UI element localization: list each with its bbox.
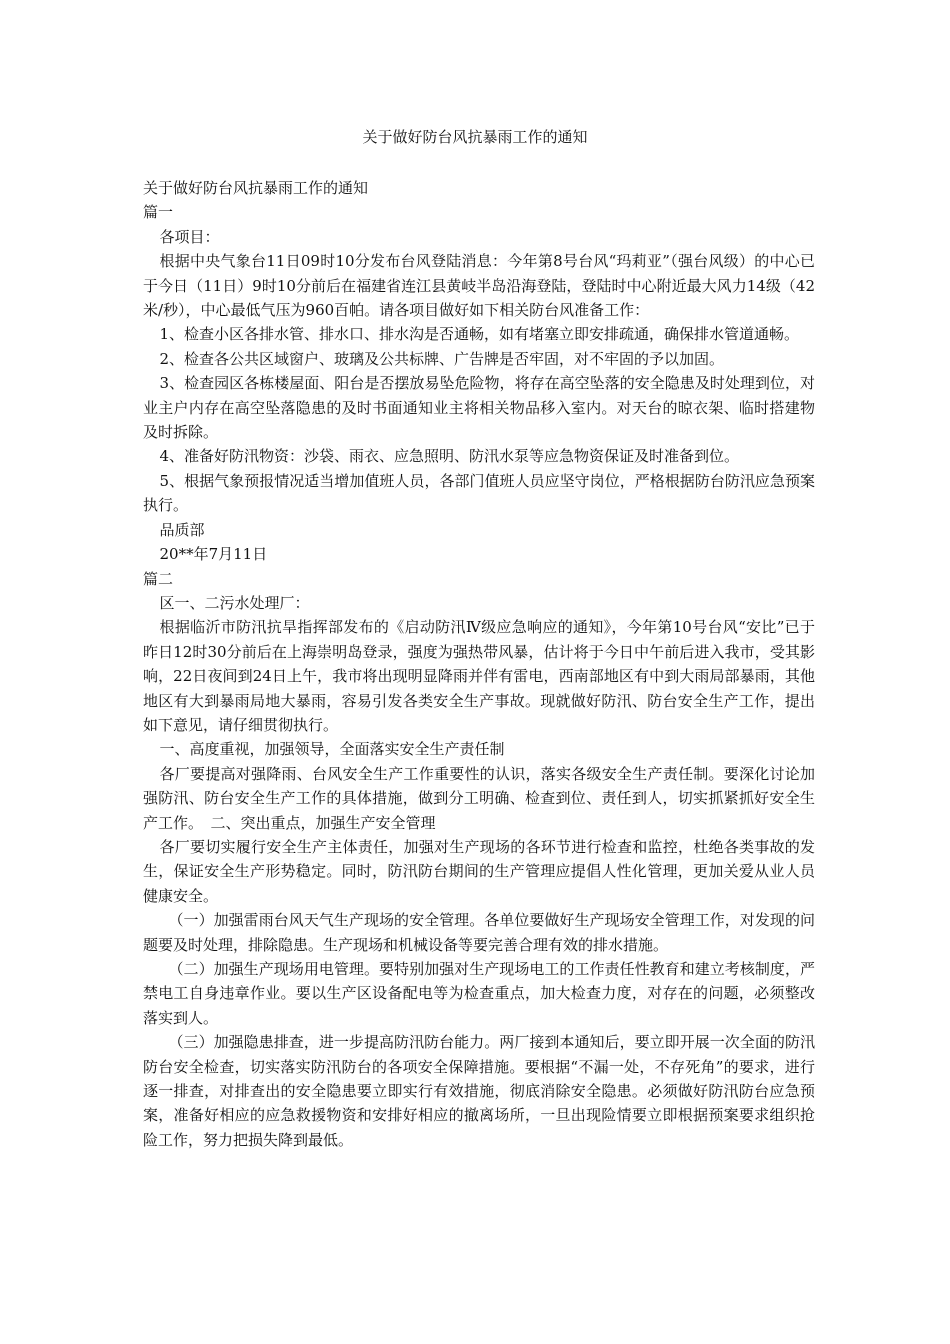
paragraph: 各厂要切实履行安全生产主体责任，加强对生产现场的各环节进行检查和监控，杜绝各类事故的发生，保证安全生产形势稳定。同时，防汛防台期间的生产管理应提倡人性化管理，更加关爱从业人员健康安全。 <box>143 837 815 905</box>
paragraph: 各厂要提高对强降雨、台风安全生产工作重要性的认识，落实各级安全生产责任制。要深化讨论加强防汛、防台安全生产工作的具体措施，做到分工明确、检查到位、责任到人，切实抓紧抓好安全生产工作。 二、突出重点，加强生产安全管理 <box>143 764 815 832</box>
paragraph: 篇一 <box>143 203 174 222</box>
paragraph: 4、准备好防汛物资：沙袋、雨衣、应急照明、防汛水泵等应急物资保证及时准备到位。 <box>159 447 740 466</box>
paragraph: 区一、二污水处理厂： <box>159 593 310 612</box>
paragraph: 篇二 <box>143 569 174 588</box>
paragraph: 各项目： <box>159 227 220 246</box>
paragraph: 2、检查各公共区域窗户、玻璃及公共标牌、广告牌是否牢固，对不牢固的予以加固。 <box>159 349 725 368</box>
paragraph: 5、根据气象预报情况适当增加值班人员，各部门值班人员应坚守岗位，严格根据防台防汛应急预案执行。 <box>143 471 815 515</box>
paragraph: 一、高度重视，加强领导，全面落实安全生产责任制 <box>159 740 505 759</box>
paragraph: 关于做好防台风抗暴雨工作的通知 <box>143 179 369 197</box>
paragraph: （一）加强雷雨台风天气生产现场的安全管理。各单位要做好生产现场安全管理工作，对发现的问题要及时处理，排除隐患。生产现场和机械设备等要完善合理有效的排水措施。 <box>143 911 815 954</box>
paragraph: 根据中央气象台11日09时10分发布台风登陆消息：今年第8号台风“玛莉亚”（强台风级）的中心已于今日（11日）9时10分前后在福建省连江县黄岐半岛沿海登陆，登陆时中心附近最大风力14级（42米/秒），中心最低气压为960百帕。请各项目做好如下相关防台风准备工作： <box>143 252 815 320</box>
paragraph: （三）加强隐患排查，进一步提高防汛防台能力。两厂接到本通知后，要立即开展一次全面的防汛防台安全检查，切实落实防汛防台的各项安全保障措施。要根据“不漏一处，不存死角”的要求，进行逐一排查，对排查出的安全隐患要立即实行有效措施，彻底消除安全隐患。必须做好防汛防台应急预案，准备好相应的应急救援物资和安排好相应的撤离场所，一旦出现险情要立即根据预案要求组织抢险工作，努力把损失降到最低。 <box>143 1033 815 1149</box>
document-body <box>143 176 815 1152</box>
paragraph: 3、检查园区各栋楼屋面、阳台是否摆放易坠危险物，将存在高空坠落的安全隐患及时处理到位，对业主户内存在高空坠落隐患的及时书面通知业主将相关物品移入室内。对天台的晾衣架、临时搭建物及时拆除。 <box>143 374 815 442</box>
paragraph: 20**年7月11日 <box>159 545 268 564</box>
document-title: 关于做好防台风抗暴雨工作的通知 <box>362 128 588 146</box>
paragraph: 品质部 <box>159 520 205 539</box>
paragraph: 根据临沂市防汛抗旱指挥部发布的《启动防汛Ⅳ级应急响应的通知》，今年第10号台风“安比”已于昨日12时30分前后在上海崇明岛登录，强度为强热带风暴，估计将于今日中午前后进入我市，受其影响，22日夜间到24日上午，我市将出现明显降雨并伴有雷电，西南部地区有中到大雨局部暴雨，其他地区有大到暴雨局地大暴雨，容易引发各类安全生产事故。现就做好防汛、防台安全生产工作，提出如下意见，请仔细贯彻执行。 <box>143 618 815 734</box>
paragraph: 1、检查小区各排水管、排水口、排水沟是否通畅，如有堵塞立即安排疏通，确保排水管道通畅。 <box>159 325 800 344</box>
paragraph: （二）加强生产现场用电管理。要特别加强对生产现场电工的工作责任性教育和建立考核制度，严禁电工自身违章作业。要以生产区设备配电等为检查重点，加大检查力度，对存在的问题，必须整改落实到人。 <box>143 960 815 1027</box>
